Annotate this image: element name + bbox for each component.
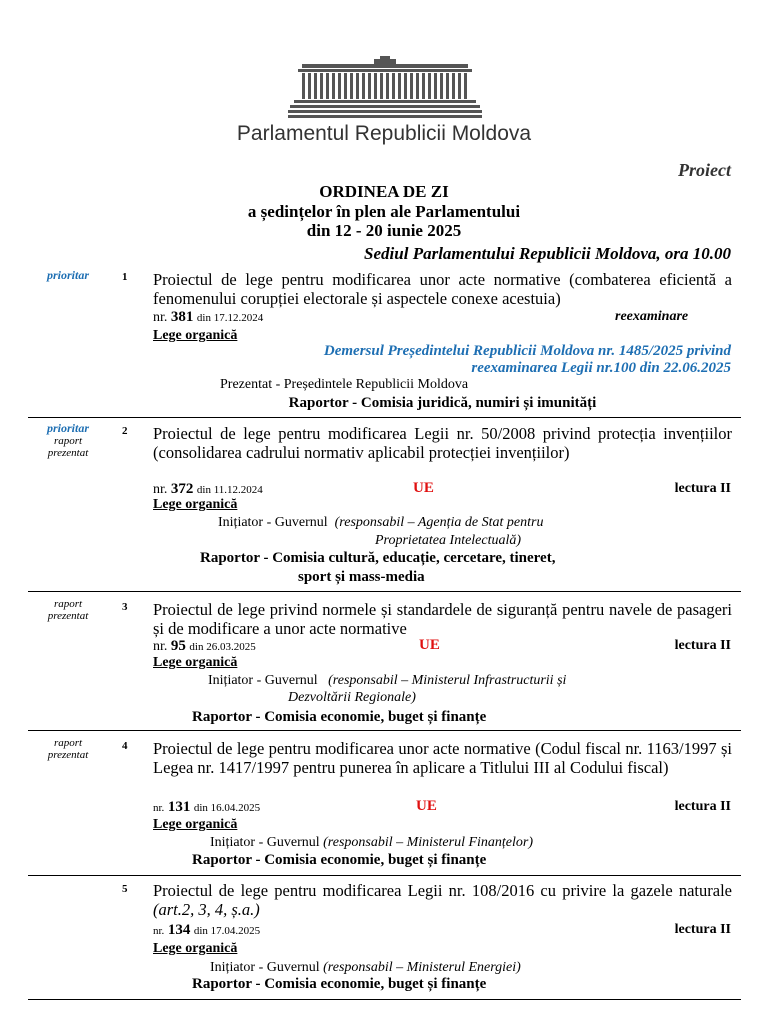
item-5-law-type: Lege organică <box>153 941 238 956</box>
item-4-eu-tag: UE <box>416 798 437 814</box>
item-5-number: 5 <box>122 883 128 895</box>
item-4-number: 4 <box>122 740 128 752</box>
item-5-stage: lectura II <box>674 922 731 937</box>
session-location: Sediul Parlamentului Republicii Moldova, ora 10.00 <box>364 244 731 263</box>
item-3-text: Proiectul de lege privind normele și standardele de siguranță pentru navele de pasageri și de modificare a unor acte normative <box>153 600 732 638</box>
item-2-flag: prioritar raport prezentat <box>46 421 89 459</box>
item-1-number: 1 <box>122 271 128 283</box>
item-1-stage: reexaminare <box>615 309 689 324</box>
item-1-reference: nr. 381 din 17.12.2024 <box>153 309 264 325</box>
item-1-demers: Demersul Președintelui Republicii Moldova nr. 1485/2025 privind <box>323 343 731 359</box>
item-2-number: 2 <box>122 425 128 437</box>
item-2-text: Proiectul de lege pentru modificarea Legii nr. 50/2008 privind protecția invențiilor (consolidarea cadrului normativ aplicabil protecției invențiilor) <box>153 424 732 462</box>
parliament-building-logo <box>288 56 482 122</box>
item-3-stage: lectura II <box>674 638 731 653</box>
item-2-stage: lectura II <box>674 481 731 496</box>
item-4-raportor: Raportor - Comisia economie, buget și finanțe <box>192 852 487 868</box>
item-1-raportor: Raportor - Comisia juridică, numiri și imunități <box>288 395 597 411</box>
divider <box>28 591 741 592</box>
item-4-stage: lectura II <box>674 799 731 814</box>
document-status: Proiect <box>678 160 731 180</box>
divider <box>28 875 741 876</box>
divider <box>28 999 741 1000</box>
item-1-demers-2: reexaminarea Legii nr.100 din 22.06.2025 <box>471 360 731 376</box>
item-1-text: Proiectul de lege pentru modificarea unor acte normative (combaterea eficientă a fenomenului corupției electorale și aspectele conexe acestuia) <box>153 270 732 308</box>
item-2-responsible-2: Proprietatea Intelectuală) <box>375 533 522 548</box>
item-5-reference: nr. 134 din 17.04.2025 <box>153 922 261 938</box>
item-5-raportor: Raportor - Comisia economie, buget și finanțe <box>192 976 487 992</box>
item-1-flag: prioritar <box>46 268 89 282</box>
item-1-law-type: Lege organică <box>153 328 238 343</box>
item-3-initiator: Inițiator - Guvernul (responsabil – Ministerul Infrastructurii și <box>208 673 567 688</box>
item-4-text: Proiectul de lege pentru modificarea unor acte normative (Codul fiscal nr. 1163/1997 și Legea nr. 1417/1997 pentru punerea în aplicare a Titlului III al Codului fiscal) <box>153 739 732 777</box>
institution-name: Parlamentul Republicii Moldova <box>236 122 532 145</box>
item-2-raportor: Raportor - Comisia cultură, educație, cercetare, tineret, <box>200 550 556 566</box>
item-1-presented-by: Prezentat - Președintele Republicii Moldova <box>220 377 469 392</box>
document-title: ORDINEA DE ZI <box>319 182 449 201</box>
item-3-law-type: Lege organică <box>153 655 238 670</box>
item-3-flag: raport prezentat <box>47 598 89 622</box>
divider <box>28 730 741 731</box>
item-5-text: Proiectul de lege pentru modificarea Legii nr. 108/2016 cu privire la gazele naturale (art.2, 3, 4, ș.a.) <box>153 881 732 919</box>
item-3-number: 3 <box>122 601 128 613</box>
item-2-raportor-2: sport și mass-media <box>298 569 425 585</box>
document-date-range: din 12 - 20 iunie 2025 <box>306 221 462 240</box>
item-3-raportor: Raportor - Comisia economie, buget și finanțe <box>192 709 487 725</box>
item-2-law-type: Lege organică <box>153 497 238 512</box>
item-5-initiator: Inițiator - Guvernul (responsabil – Ministerul Energiei) <box>210 960 521 975</box>
item-3-reference: nr. 95 din 26.03.2025 <box>153 638 256 654</box>
item-4-flag: raport prezentat <box>47 737 89 761</box>
item-2-reference: nr. 372 din 11.12.2024 <box>153 481 263 497</box>
item-4-law-type: Lege organică <box>153 817 238 832</box>
item-3-responsible-2: Dezvoltării Regionale) <box>288 690 416 705</box>
item-2-eu-tag: UE <box>413 480 434 496</box>
item-3-eu-tag: UE <box>419 637 440 653</box>
item-4-reference: nr. 131 din 16.04.2025 <box>153 799 261 815</box>
document-subtitle: a ședințelor în plen ale Parlamentului <box>247 202 521 221</box>
divider <box>28 417 741 418</box>
item-2-initiator: Inițiator - Guvernul (responsabil – Agenția de Stat pentru <box>218 515 544 530</box>
item-4-initiator: Inițiator - Guvernul (responsabil – Ministerul Finanțelor) <box>210 835 533 850</box>
